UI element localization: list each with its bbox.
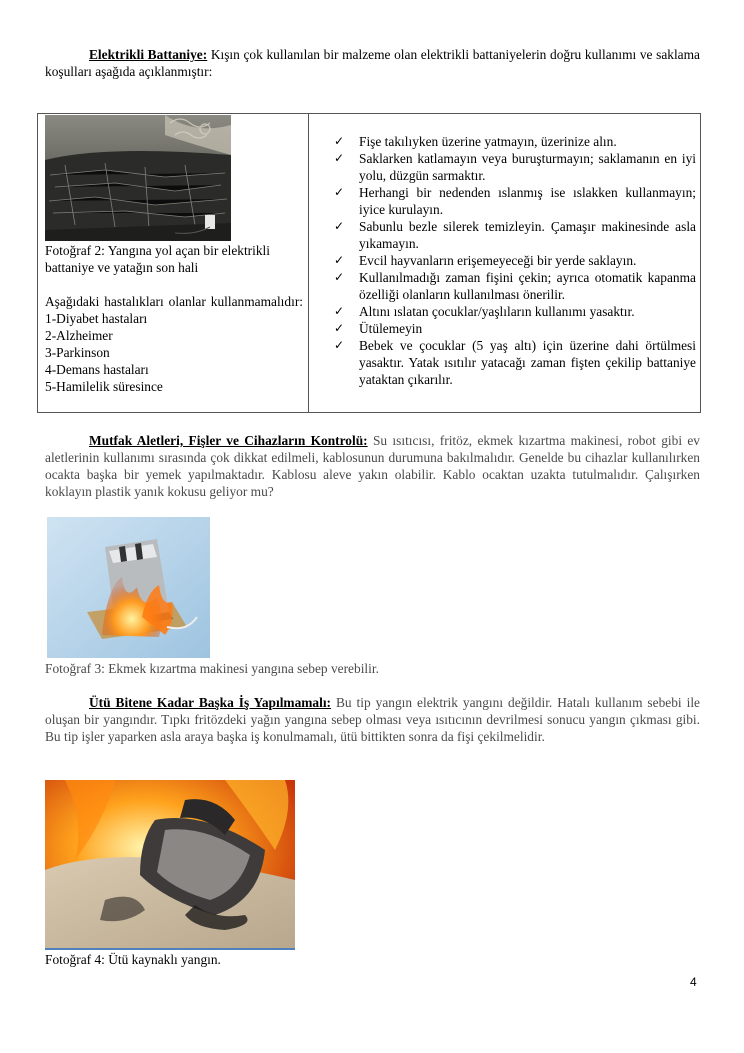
iron-fire-photo <box>45 780 295 950</box>
checkmark-icon: ✓ <box>334 219 345 233</box>
conditions-intro <box>45 293 303 310</box>
page-number: 4 <box>690 975 697 989</box>
checklist-item <box>334 337 696 388</box>
condition-item: 4-Demans hastaları <box>45 362 149 377</box>
photo-caption-4: Fotoğraf 4: Ütü kaynaklı yangın. <box>45 952 221 967</box>
checkmark-icon: ✓ <box>334 134 345 148</box>
checklist-item-text: Ütülemeyin <box>359 321 423 336</box>
condition-item: 2-Alzheimer <box>45 328 113 343</box>
condition-item: 3-Parkinson <box>45 345 110 360</box>
checklist-item <box>334 133 696 150</box>
section-kitchen-appliances <box>45 432 700 500</box>
checkmark-icon: ✓ <box>334 270 345 284</box>
table-left-column <box>45 114 303 395</box>
section-body-electric-blanket: Kışın çok kullanılan bir malzeme olan elektrikli battaniyelerin doğru kullanımı ve saklama koşulları aşağıda açıklanmıştır: <box>45 47 700 79</box>
burnt-blanket-photo <box>45 115 231 241</box>
checklist-item-text: Sabunlu bezle silerek temizleyin. Çamaşır makinesinde asla yıkamayın. <box>359 219 696 251</box>
toaster-fire-photo <box>47 517 210 658</box>
condition-item: 1-Diyabet hastaları <box>45 311 148 326</box>
checklist-item <box>334 252 696 269</box>
checklist-item <box>334 269 696 303</box>
checklist-item-text: Evcil hayvanların erişemeyeceği bir yerde saklayın. <box>359 253 637 268</box>
section-heading-kitchen-appliances: Mutfak Aletleri, Fişler ve Cihazların Kontrolü: <box>89 433 368 448</box>
section-body-iron: Bu tip yangın elektrik yangını değildir. Hatalı kullanım sebebi ile oluşan bir yangındır. Tıpkı fritözdeki yağın yangına sebep olması veya ısıtıcının devrilmesi sonucu yangın çıkması gibi. Bu tip işler yaparken asla araya başka iş konulmamalı, ütü bittikten sonra da fişi çekilmelidir. <box>45 695 700 744</box>
electric-blanket-table <box>37 113 701 413</box>
checklist-item-text: Herhangi bir nedenden ıslanmış ise ıslakken kullanmayın; iyice kurulayın. <box>359 185 696 217</box>
checklist-item <box>334 184 696 218</box>
checklist-item <box>334 218 696 252</box>
section-iron <box>45 694 700 745</box>
checkmark-icon: ✓ <box>334 304 345 318</box>
checklist-item <box>334 320 696 337</box>
conditions-list <box>45 310 303 395</box>
checklist-item-text: Altını ıslatan çocuklar/yaşlıların kullanımı yasaktır. <box>359 304 635 319</box>
checkmark-icon: ✓ <box>334 338 345 352</box>
checklist-item <box>334 303 696 320</box>
checklist-item-text: Bebek ve çocuklar (5 yaş altı) için üzerine dahi örtülmesi yasaktır. Yatak ısıtılır yatacağı zaman fişten çekilip battaniye yataktan çıkarılır. <box>359 338 696 387</box>
safety-checklist <box>334 133 696 388</box>
checkmark-icon: ✓ <box>334 185 345 199</box>
checkmark-icon: ✓ <box>334 151 345 165</box>
table-right-column <box>334 133 696 388</box>
checkmark-icon: ✓ <box>334 321 345 335</box>
conditions-intro-text: Aşağıdaki hastalıkları olanlar kullanmamalıdır: <box>45 294 303 309</box>
checkmark-icon: ✓ <box>334 253 345 267</box>
section-electric-blanket-intro <box>45 46 700 80</box>
checklist-item-text: Kullanılmadığı zaman fişini çekin; ayrıca otomatik kapanma özelliği olanların kullanılması önerilir. <box>359 270 696 302</box>
photo-caption-2: Fotoğraf 2: Yangına yol açan bir elektrikli battaniye ve yatağın son hali <box>45 243 270 275</box>
section-body-kitchen-appliances: Su ısıtıcısı, fritöz, ekmek kızartma makinesi, robot gibi ev aletlerinin kullanımı sırasında çok dikkat edilmeli, kablosunun durumuna bakılmalıdır. Genelde bu cihazlar kullanılırken ocakta başka bir yemek yapılmaktadır. Kablosu aleve yakın olabilir. Kablo ocaktan uzakta tutulmalıdır. Çalışırken koklayın plastik yanık kokusu geliyor mu? <box>45 433 700 499</box>
photo-caption-3: Fotoğraf 3: Ekmek kızartma makinesi yangına sebep verebilir. <box>45 661 379 676</box>
section-heading-iron: Ütü Bitene Kadar Başka İş Yapılmamalı: <box>89 695 332 710</box>
condition-item: 5-Hamilelik süresince <box>45 379 163 394</box>
checklist-item-text: Saklarken katlamayın veya buruşturmayın; saklamanın en iyi yolu, düzgün sarmaktır. <box>359 151 696 183</box>
checklist-item-text: Fişe takılıyken üzerine yatmayın, üzerinize alın. <box>359 134 617 149</box>
section-heading-electric-blanket: Elektrikli Battaniye: <box>89 47 208 62</box>
checklist-item <box>334 150 696 184</box>
table-column-divider <box>308 114 309 412</box>
